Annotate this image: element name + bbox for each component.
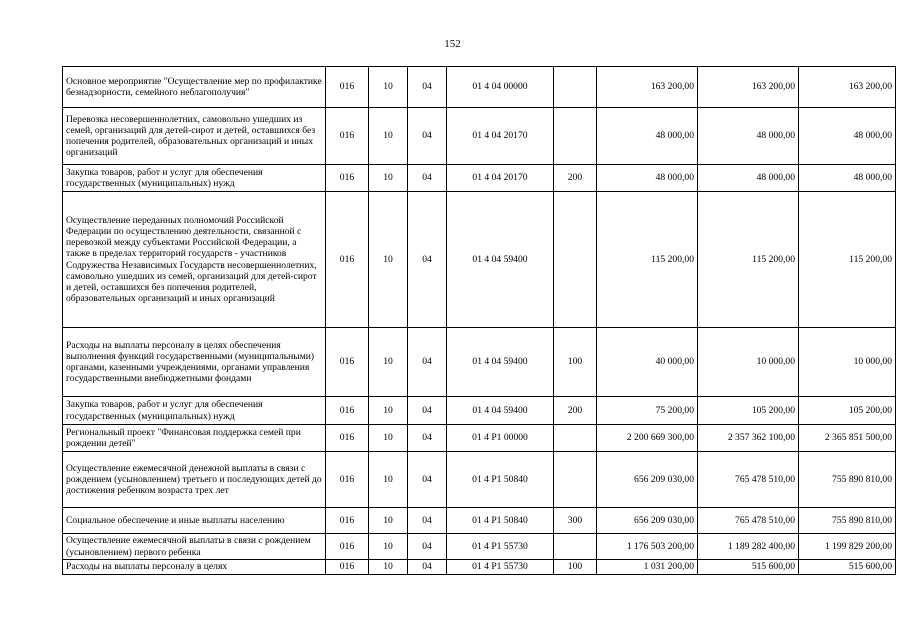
target-article: 01 4 04 00000 [447,67,554,108]
table-row [63,165,896,192]
section-code: 10 [369,397,408,425]
amount-year-3: 105 200,00 [799,397,896,425]
subsection-code: 04 [408,452,447,508]
amount-year-3: 755 890 810,00 [799,452,896,508]
expense-type: 200 [554,165,597,192]
amount-year-2: 48 000,00 [698,108,799,165]
expense-type [554,452,597,508]
amount-year-2: 1 189 282 400,00 [698,534,799,560]
target-article: 01 4 P1 50840 [447,452,554,508]
target-article: 01 4 04 20170 [447,108,554,165]
table-row [63,67,896,108]
section-code: 10 [369,165,408,192]
row-name: Осуществление ежемесячной выплаты в связи с рождением (усыновлением) первого ребенка [63,534,326,560]
page-number: 152 [444,38,461,50]
table-row [63,397,896,425]
amount-year-3: 2 365 851 500,00 [799,425,896,452]
subsection-code: 04 [408,108,447,165]
expense-type [554,192,597,328]
subsection-code: 04 [408,508,447,534]
amount-year-2: 115 200,00 [698,192,799,328]
expense-type [554,108,597,165]
section-code: 10 [369,534,408,560]
amount-year-1: 656 209 030,00 [597,508,698,534]
table-row [63,452,896,508]
ministry-code: 016 [326,108,369,165]
target-article: 01 4 04 59400 [447,397,554,425]
table-row [63,425,896,452]
amount-year-2: 515 600,00 [698,560,799,575]
ministry-code: 016 [326,165,369,192]
amount-year-3: 115 200,00 [799,192,896,328]
table-row [63,534,896,560]
table-row [63,560,896,575]
section-code: 10 [369,560,408,575]
row-name: Закупка товаров, работ и услуг для обеспечения государственных (муниципальных) нужд [63,165,326,192]
row-name: Закупка товаров, работ и услуг для обеспечения государственных (муниципальных) нужд [63,397,326,425]
amount-year-1: 656 209 030,00 [597,452,698,508]
amount-year-1: 2 200 669 300,00 [597,425,698,452]
amount-year-1: 163 200,00 [597,67,698,108]
subsection-code: 04 [408,560,447,575]
section-code: 10 [369,508,408,534]
table-row [63,192,896,328]
table-row [63,508,896,534]
amount-year-2: 163 200,00 [698,67,799,108]
ministry-code: 016 [326,425,369,452]
expense-type: 100 [554,328,597,397]
amount-year-2: 48 000,00 [698,165,799,192]
subsection-code: 04 [408,328,447,397]
row-name: Расходы на выплаты персоналу в целях обеспечения выполнения функций государственными (муниципальными) органами, казенными учреждениями, органами управления государственными внебюджетными фондами [63,328,326,397]
amount-year-3: 163 200,00 [799,67,896,108]
section-code: 10 [369,192,408,328]
row-name: Осуществление переданных полномочий Российской Федерации по осуществлению деятельности, связанной с перевозкой между субъектами Российской Федерации, а также в пределах территорий государств - участников Содружества Независимых Государств несовершеннолетних, самовольно ушедших из семей, организаций для детей-сирот и детей, оставшихся без попечения родителей, образовательных организаций и иных организаций [63,192,326,328]
amount-year-3: 1 199 829 200,00 [799,534,896,560]
ministry-code: 016 [326,192,369,328]
row-name: Перевозка несовершеннолетних, самовольно ушедших из семей, организаций для детей-сирот и детей, оставшихся без попечения родителей, образовательных организаций и иных организаций [63,108,326,165]
subsection-code: 04 [408,397,447,425]
ministry-code: 016 [326,397,369,425]
ministry-code: 016 [326,67,369,108]
expense-type [554,67,597,108]
section-code: 10 [369,67,408,108]
amount-year-2: 2 357 362 100,00 [698,425,799,452]
expense-type: 200 [554,397,597,425]
amount-year-2: 765 478 510,00 [698,508,799,534]
ministry-code: 016 [326,508,369,534]
table-row [63,108,896,165]
row-name: Социальное обеспечение и иные выплаты населению [63,508,326,534]
row-name: Расходы на выплаты персоналу в целях [63,560,326,575]
target-article: 01 4 P1 55730 [447,534,554,560]
subsection-code: 04 [408,67,447,108]
amount-year-2: 765 478 510,00 [698,452,799,508]
amount-year-1: 1 176 503 200,00 [597,534,698,560]
amount-year-3: 515 600,00 [799,560,896,575]
row-name: Основное мероприятие "Осуществление мер по профилактике безнадзорности, семейного неблагополучия" [63,67,326,108]
section-code: 10 [369,425,408,452]
amount-year-1: 48 000,00 [597,165,698,192]
amount-year-1: 40 000,00 [597,328,698,397]
expense-type: 300 [554,508,597,534]
amount-year-1: 48 000,00 [597,108,698,165]
ministry-code: 016 [326,452,369,508]
amount-year-3: 48 000,00 [799,108,896,165]
amount-year-2: 105 200,00 [698,397,799,425]
target-article: 01 4 P1 00000 [447,425,554,452]
target-article: 01 4 P1 50840 [447,508,554,534]
target-article: 01 4 04 59400 [447,192,554,328]
ministry-code: 016 [326,560,369,575]
expense-type [554,534,597,560]
subsection-code: 04 [408,534,447,560]
row-name: Региональный проект "Финансовая поддержка семей при рождении детей" [63,425,326,452]
section-code: 10 [369,108,408,165]
amount-year-2: 10 000,00 [698,328,799,397]
amount-year-1: 115 200,00 [597,192,698,328]
subsection-code: 04 [408,165,447,192]
target-article: 01 4 04 59400 [447,328,554,397]
section-code: 10 [369,452,408,508]
amount-year-1: 75 200,00 [597,397,698,425]
ministry-code: 016 [326,328,369,397]
target-article: 01 4 P1 55730 [447,560,554,575]
ministry-code: 016 [326,534,369,560]
expense-type [554,425,597,452]
subsection-code: 04 [408,425,447,452]
budget-table [62,66,896,575]
target-article: 01 4 04 20170 [447,165,554,192]
row-name: Осуществление ежемесячной денежной выплаты в связи с рождением (усыновлением) третьего и последующих детей до достижения ребенком возраста трех лет [63,452,326,508]
amount-year-3: 48 000,00 [799,165,896,192]
amount-year-1: 1 031 200,00 [597,560,698,575]
amount-year-3: 755 890 810,00 [799,508,896,534]
expense-type: 100 [554,560,597,575]
table-row [63,328,896,397]
section-code: 10 [369,328,408,397]
amount-year-3: 10 000,00 [799,328,896,397]
subsection-code: 04 [408,192,447,328]
